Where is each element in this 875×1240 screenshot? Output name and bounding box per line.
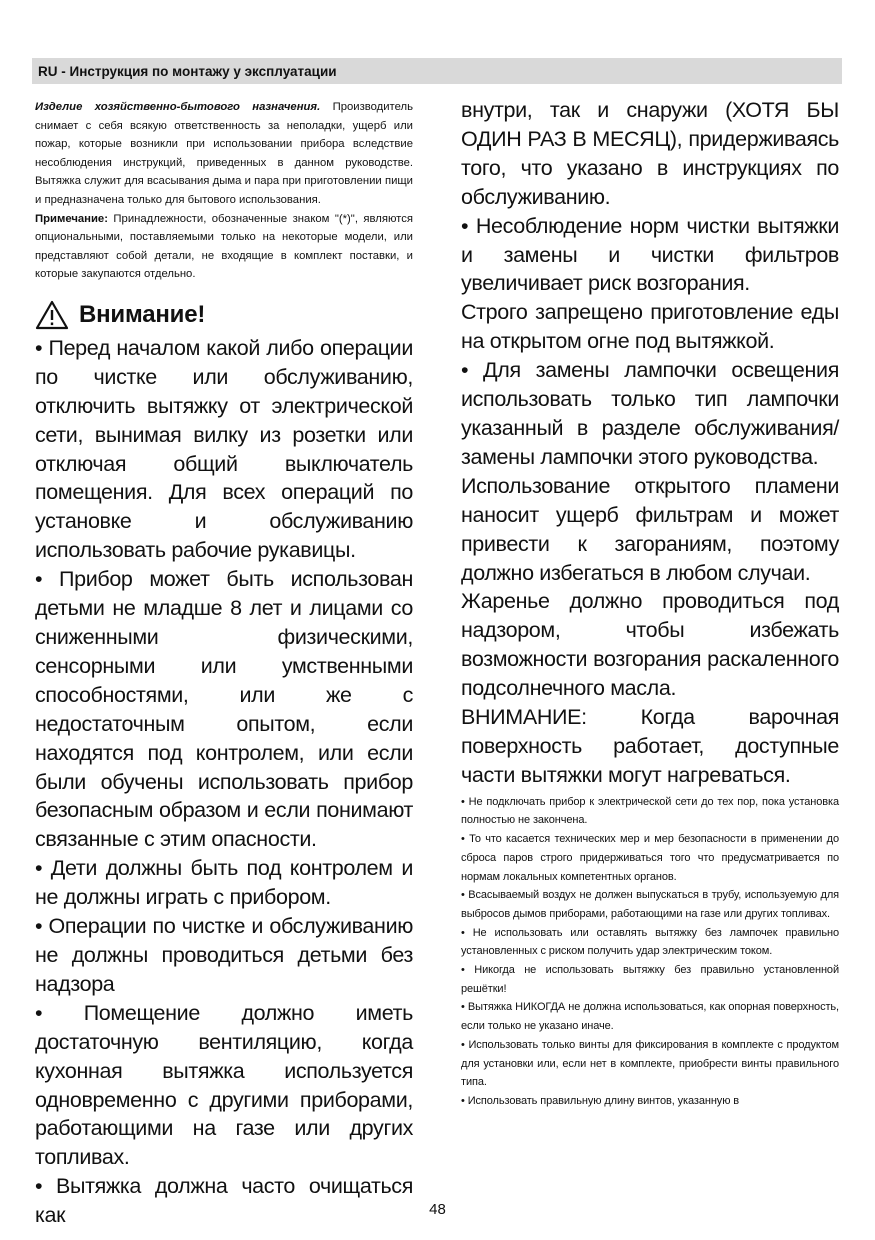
intro-paragraph <box>35 98 413 210</box>
left-paragraph-6: • Вытяжка должна часто очищаться как <box>35 1174 413 1228</box>
right-column <box>461 96 839 1111</box>
note-label: Примечание: <box>35 212 108 225</box>
left-paragraph-5: • Помещение должно иметь достаточную вентиляцию, когда кухонная вытяжка используется одновременно с другими приборами, работающими на газе или других топливах. <box>35 1000 413 1170</box>
safety-list <box>461 793 839 1111</box>
left-paragraph-3: • Дети должны быть под контролем и не должны играть с прибором. <box>35 856 413 910</box>
page-number: 48 <box>429 1201 446 1218</box>
safety-item: • Использовать правильную длину винтов, указанную в <box>461 1095 740 1107</box>
section-header-bar <box>32 58 842 84</box>
note-text: Принадлежности, обозначенные знаком "(*)", являются опциональными, поставляемыми только на некоторые модели, или представляют собой детали, не входящие в комплект поставки, и которые закупаются отдельно. <box>35 212 413 281</box>
left-paragraph-1: • Перед началом какой либо операции по чистке или обслуживанию, отключить вытяжку от электрической сети, вынимая вилку из розетки или отключая общий выключатель помещения. Для всех операций по установке и обслуживанию использовать рабочие рукавицы. <box>35 335 413 563</box>
warning-triangle-icon <box>35 300 69 330</box>
safety-item: • Вытяжка НИКОГДА не должна использоваться, как опорная поверхность, если только не указано иначе. <box>461 1001 839 1033</box>
note-paragraph <box>35 210 413 284</box>
safety-item: • Не использовать или оставлять вытяжку без лампочек правильно установленных с риском получить удар электрическим током. <box>461 926 839 958</box>
right-paragraph-6: Жаренье должно проводиться под надзором, чтобы избежать возможности возгорания раскаленного подсолнечного масла. <box>461 589 839 701</box>
safety-item: • Всасываемый воздух не должен выпускаться в трубу, используемую для выбросов дымов приборами, работающими на газе или других топливах. <box>461 889 839 920</box>
right-paragraph-2: • Несоблюдение норм чистки вытяжки и замены и чистки фильтров увеличивает риск возгорания. <box>461 213 839 296</box>
safety-item: • То что касается технических мер и мер безопасности в применении до сброса паров строго придерживаться того что предусматривается по нормам локальных компетентных органов. <box>461 833 839 883</box>
warning-title: Внимание! <box>79 300 206 328</box>
intro-text: Производитель снимает с себя всякую ответственность за неполадки, ущерб или пожар, которые возникли при использовании прибора вследствие несоблюдения инструкций, приведенных в данном руководстве. Вытяжка служит для всасывания дыма и пара при приготовлении пищи и предназначена только для бытового использования. <box>35 101 413 206</box>
warning-heading <box>35 300 413 330</box>
left-paragraph-4: • Операции по чистке и обслуживанию не должны проводиться детьми без надзора <box>35 914 413 996</box>
right-paragraph-1: внутри, так и снаружи (ХОТЯ БЫ ОДИН РАЗ В МЕСЯЦ), придерживаясь того, что указано в инструкциях по обслуживанию. <box>461 98 839 209</box>
safety-item: • Не подключать прибор к электрической сети до тех пор, пока установка полностью не закончена. <box>461 795 839 827</box>
right-paragraph-4: • Для замены лампочки освещения использовать только тип лампочки указанный в разделе обслуживания/замены лампочки этого руководства. <box>461 358 839 469</box>
left-column <box>35 98 413 1230</box>
right-paragraph-7: ВНИМАНИЕ: Когда варочная поверхность работает, доступные части вытяжки могут нагреваться. <box>461 705 839 787</box>
left-paragraph-2: • Прибор может быть использован детьми не младше 8 лет и лицами со сниженными физическими, сенсорными или умственными способностями, или же с недостаточным опытом, если находятся под контролем, или если были обучены использовать прибор безопасным образом и если понимают связанные с этим опасности. <box>35 567 413 852</box>
right-paragraph-5: Использование открытого пламени наносит ущерб фильтрам и может привести к загораниям, поэтому должно избегаться в любом случаи. <box>461 473 839 585</box>
safety-item: • Использовать только винты для фиксирования в комплекте с продуктом для установки или, если нет в комплекте, приобрести винты правильного типа. <box>461 1038 839 1089</box>
right-paragraph-3: Строго запрещено приготовление еды на открытом огне под вытяжкой. <box>461 300 839 354</box>
section-header-title: RU - Инструкция по монтажу у эксплуатации <box>38 64 337 79</box>
intro-lead: Изделие хозяйственно-бытового назначения. <box>35 101 321 113</box>
safety-item: • Никогда не использовать вытяжку без правильно установленной решётки! <box>461 964 839 995</box>
